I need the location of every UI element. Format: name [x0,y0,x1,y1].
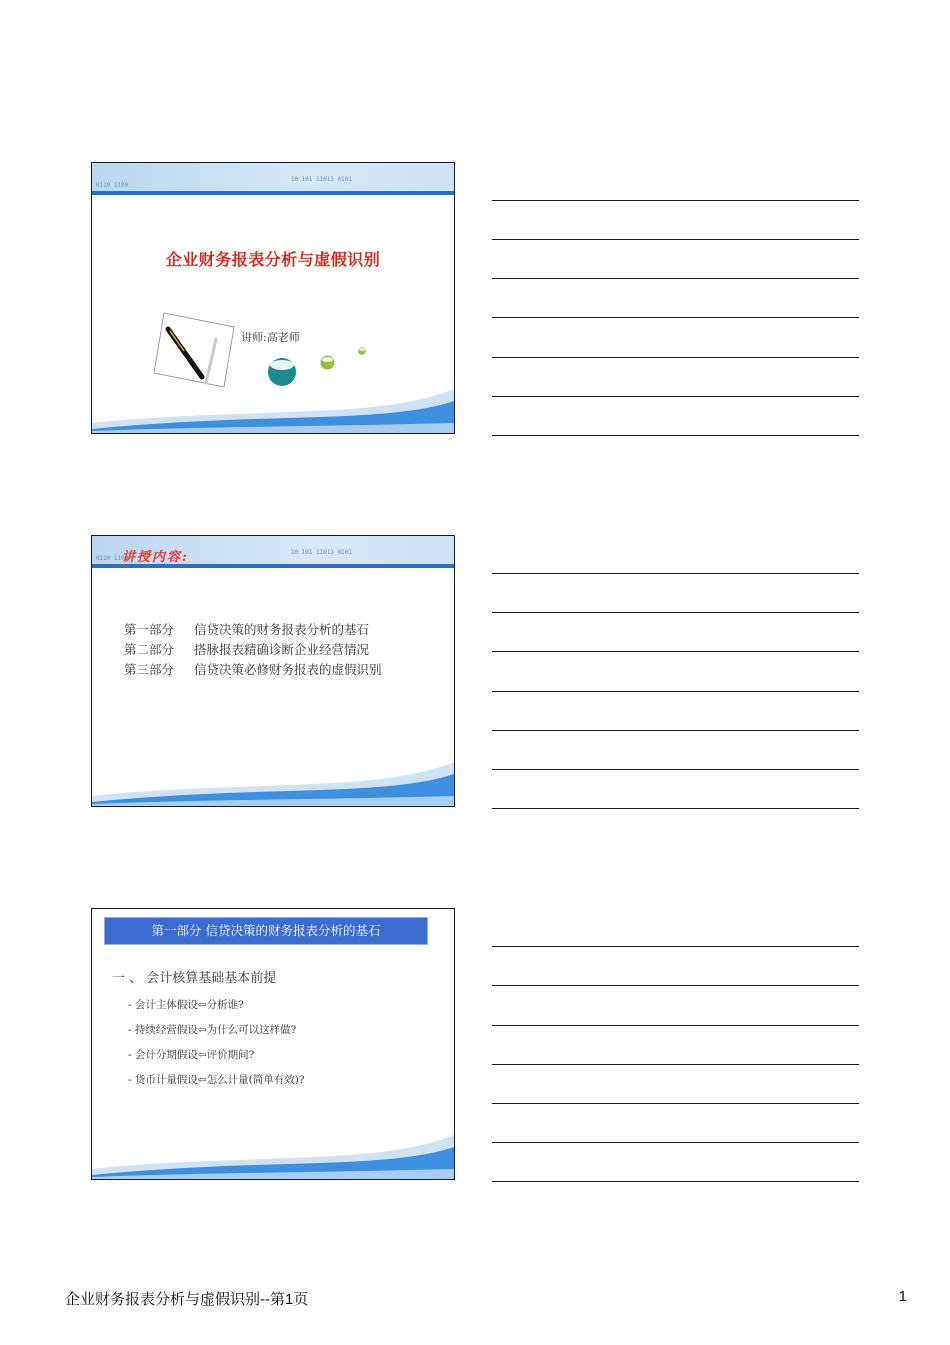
svg-text:0110 1100: 0110 1100 [95,554,129,563]
slide-heading: 讲授内容: [122,550,189,565]
note-line [492,435,859,436]
slide-3 [91,908,455,1180]
note-line [492,396,859,397]
slide-1 [91,162,455,434]
note-line [492,612,859,613]
note-line [492,1025,859,1026]
note-line [492,769,859,770]
bullet-list [128,993,305,1093]
bubble-large-icon [267,357,297,387]
bubble-small-icon [358,347,366,355]
note-line [492,357,859,358]
slide-header-bar [92,163,454,197]
note-line [492,1181,859,1182]
note-line [492,200,859,201]
note-line [492,1103,859,1104]
pen-icon [154,309,236,389]
slide-title: 企业财务报表分析与虚假识别 [165,250,381,269]
note-line [492,691,859,692]
svg-text:0110 1100: 0110 1100 [95,181,129,190]
svg-text:10 101 11011 0101: 10 101 11011 0101 [290,175,352,184]
agenda-list [124,620,382,680]
list-item: 第三部分 信贷决策必修财务报表的虚假识别 [124,662,382,677]
page-footer: 企业财务报表分析与虚假识别--第1页 [65,1291,309,1308]
note-line [492,317,859,318]
slide-heading: 一 、 会计核算基础基本前提 [112,971,277,986]
note-line [492,1064,859,1065]
slide-footer-wave [92,758,454,806]
note-line [492,808,859,809]
page-number: 1 [898,1288,907,1305]
bubble-medium-icon [320,355,335,370]
note-line [492,730,859,731]
note-line [492,1142,859,1143]
list-item: - 持续经营假设⇦为什么可以这样做? [128,1024,297,1036]
list-item: - 会计主体假设⇦分析谁? [128,999,244,1011]
note-line [492,985,859,986]
slide-2 [91,535,455,807]
slide-banner: 第一部分 信贷决策的财务报表分析的基石 [105,918,427,944]
list-item: 第一部分 信贷决策的财务报表分析的基石 [124,622,370,637]
note-line [492,651,859,652]
note-line [492,946,859,947]
slide-footer-wave [92,385,454,433]
list-item: 第二部分 搭脉报表精确诊断企业经营情况 [124,642,370,657]
note-line [492,239,859,240]
lecturer-name: 讲师:高老师 [241,331,300,344]
list-item: - 货币计量假设⇦怎么计量(简单有效)? [128,1074,305,1086]
svg-text:10 101 11011 0101: 10 101 11011 0101 [290,548,352,557]
list-item: - 会计分期假设⇦评价期间? [128,1049,255,1061]
note-line [492,278,859,279]
slide-footer-wave [92,1131,454,1179]
note-line [492,573,859,574]
